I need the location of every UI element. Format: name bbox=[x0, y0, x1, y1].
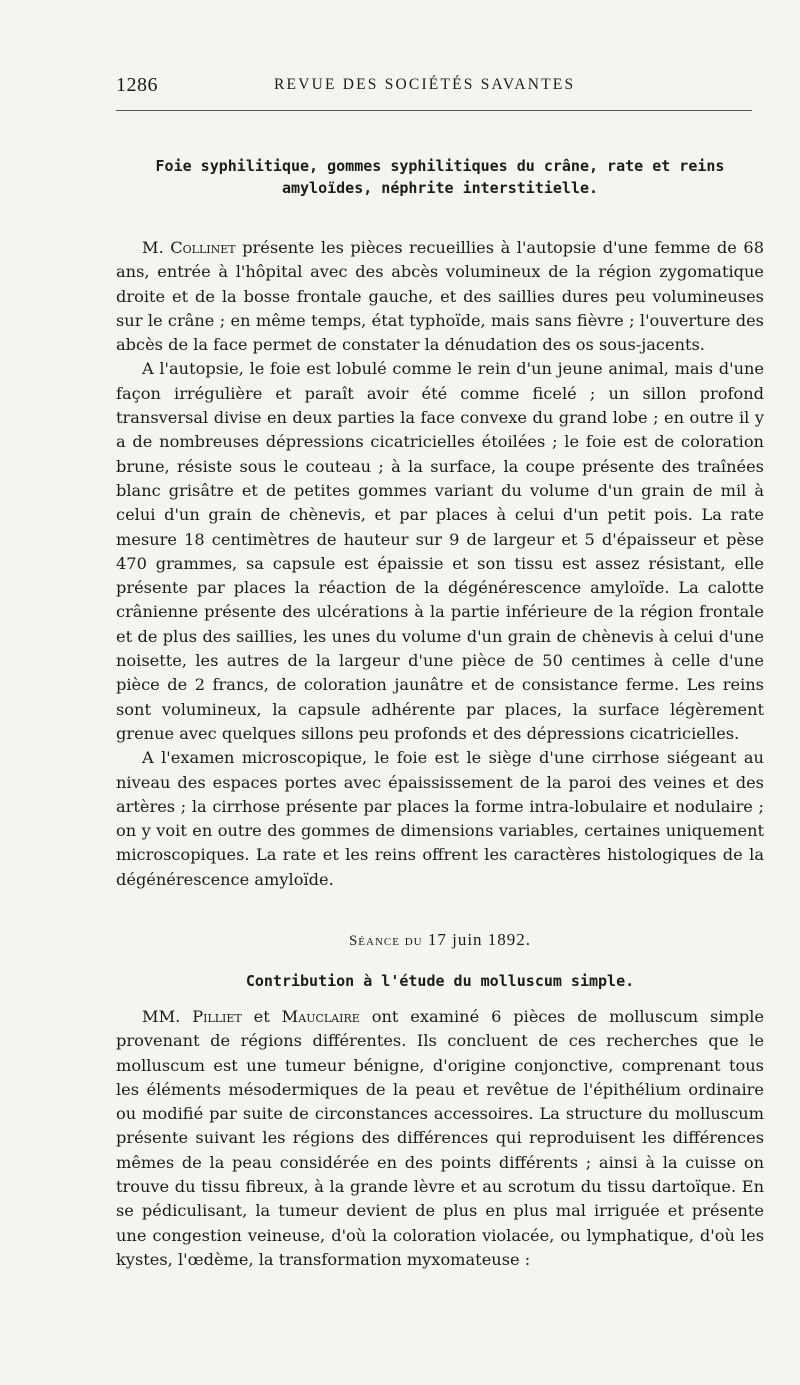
paragraph-case-presentation bbox=[116, 236, 764, 357]
header-rule bbox=[116, 110, 752, 111]
paragraph-prefix: MM. bbox=[142, 1007, 193, 1026]
section-body-syphilis bbox=[116, 236, 764, 892]
author-name: Pilliet bbox=[192, 1007, 242, 1026]
paragraph-microscopy: A l'examen microscopique, le foie est le siège d'une cirrhose siégeant au niveau des espaces portes avec épaississement de la paroi des veines et des artères ; la cirrhose présente par places la forme intra-lobulaire et nodulaire ; on y voit en outre des gommes de dimensions variables, certaines uniquement microscopiques. La rate et les reins offrent les caractères histologiques de la dégénérescence amyloïde. bbox=[116, 748, 764, 889]
running-head bbox=[116, 74, 764, 100]
paragraph-molluscum bbox=[116, 1005, 764, 1272]
conjunction: et bbox=[241, 1007, 282, 1026]
paragraph-text: ont examiné 6 pièces de molluscum simple provenant de régions différentes. Ils concluent de ces recherches que le molluscum est une tumeur bénigne, d'origine conjonctive, comprenant tous les éléments mésodermiques de la peau et revêtue de l'épithélium ordinaire ou modifié par suite de circonstances accessoires. La structure du molluscum présente suivant les régions des différences qui reproduisent les différences mêmes de la peau considérée en des points différents ; ainsi à la cuisse on trouve du tissu fibreux, à la grande lèvre et au scrotum du tissu dartoïque. En se pédiculisant, la tumeur devient de plus en plus mal irriguée et présente une congestion veineuse, d'où la coloration violacée, ou lymphatique, d'où les kystes, l'œdème, la transformation myxomateuse : bbox=[116, 1007, 764, 1269]
paragraph-autopsy: A l'autopsie, le foie est lobulé comme le rein d'un jeune animal, mais d'une façon irrégulière et paraît avoir été comme ficelé ; un sillon profond transversal divise en deux parties la face convexe du grand lobe ; en outre il y a de nombreuses dépressions cicatricielles étoilées ; le foie est de coloration brune, résiste sous le couteau ; à la surface, la coupe présente des traînées blanc grisâtre et de petites gommes variant du volume d'un grain de mil à celui d'un grain de chènevis, et par places à celui d'un petit pois. La rate mesure 18 centimètres de hauteur sur 9 de largeur et 5 d'épaisseur et pèse 470 grammes, sa capsule est épaissie et son tissu est assez résistant, elle présente par places la réaction de la dégénérescence amyloïde. La calotte crânienne présente des ulcérations à la partie inférieure de la région frontale et de plus des saillies, les unes du volume d'un grain de chènevis à celui d'une noisette, les autres de la largeur d'une pièce de 50 centimes à celle d'une pièce de 2 francs, de coloration jaunâtre et de consistance ferme. Les reins sont volumineux, la capsule adhérente par places, la surface légèrement grenue avec quelques sillons peu profonds et des dépressions cicatricielles. bbox=[116, 359, 764, 743]
paragraph-text: présente les pièces recueillies à l'autopsie d'une femme de 68 ans, entrée à l'hôpital avec des abcès volumineux de la région zygomatique droite et de la bosse frontale gauche, et des saillies dures peu volumineuses sur le crâne ; en même temps, état typhoïde, mais sans fièvre ; l'ouverture des abcès de la face permet de constater la dénudation des os sous-jacents. bbox=[116, 238, 764, 355]
session-date bbox=[116, 930, 764, 950]
section-heading-molluscum: Contribution à l'étude du molluscum simple. bbox=[245, 972, 635, 990]
session-prefix: Séance du bbox=[348, 933, 423, 949]
author-name: Mauclaire bbox=[281, 1007, 360, 1026]
journal-title: REVUE DES SOCIÉTÉS SAVANTES bbox=[274, 76, 576, 93]
section-heading-syphilis: Foie syphilitique, gommes syphilitiques du crâne, rate et reins amyloïdes, néphrite interstitielle. bbox=[155, 157, 725, 197]
session-day: 17 juin 1892. bbox=[427, 930, 532, 949]
page-number: 1286 bbox=[116, 74, 158, 96]
section-body-molluscum bbox=[116, 1005, 764, 1272]
author-name: Collinet bbox=[170, 238, 236, 257]
paragraph-prefix: M. bbox=[142, 238, 171, 257]
